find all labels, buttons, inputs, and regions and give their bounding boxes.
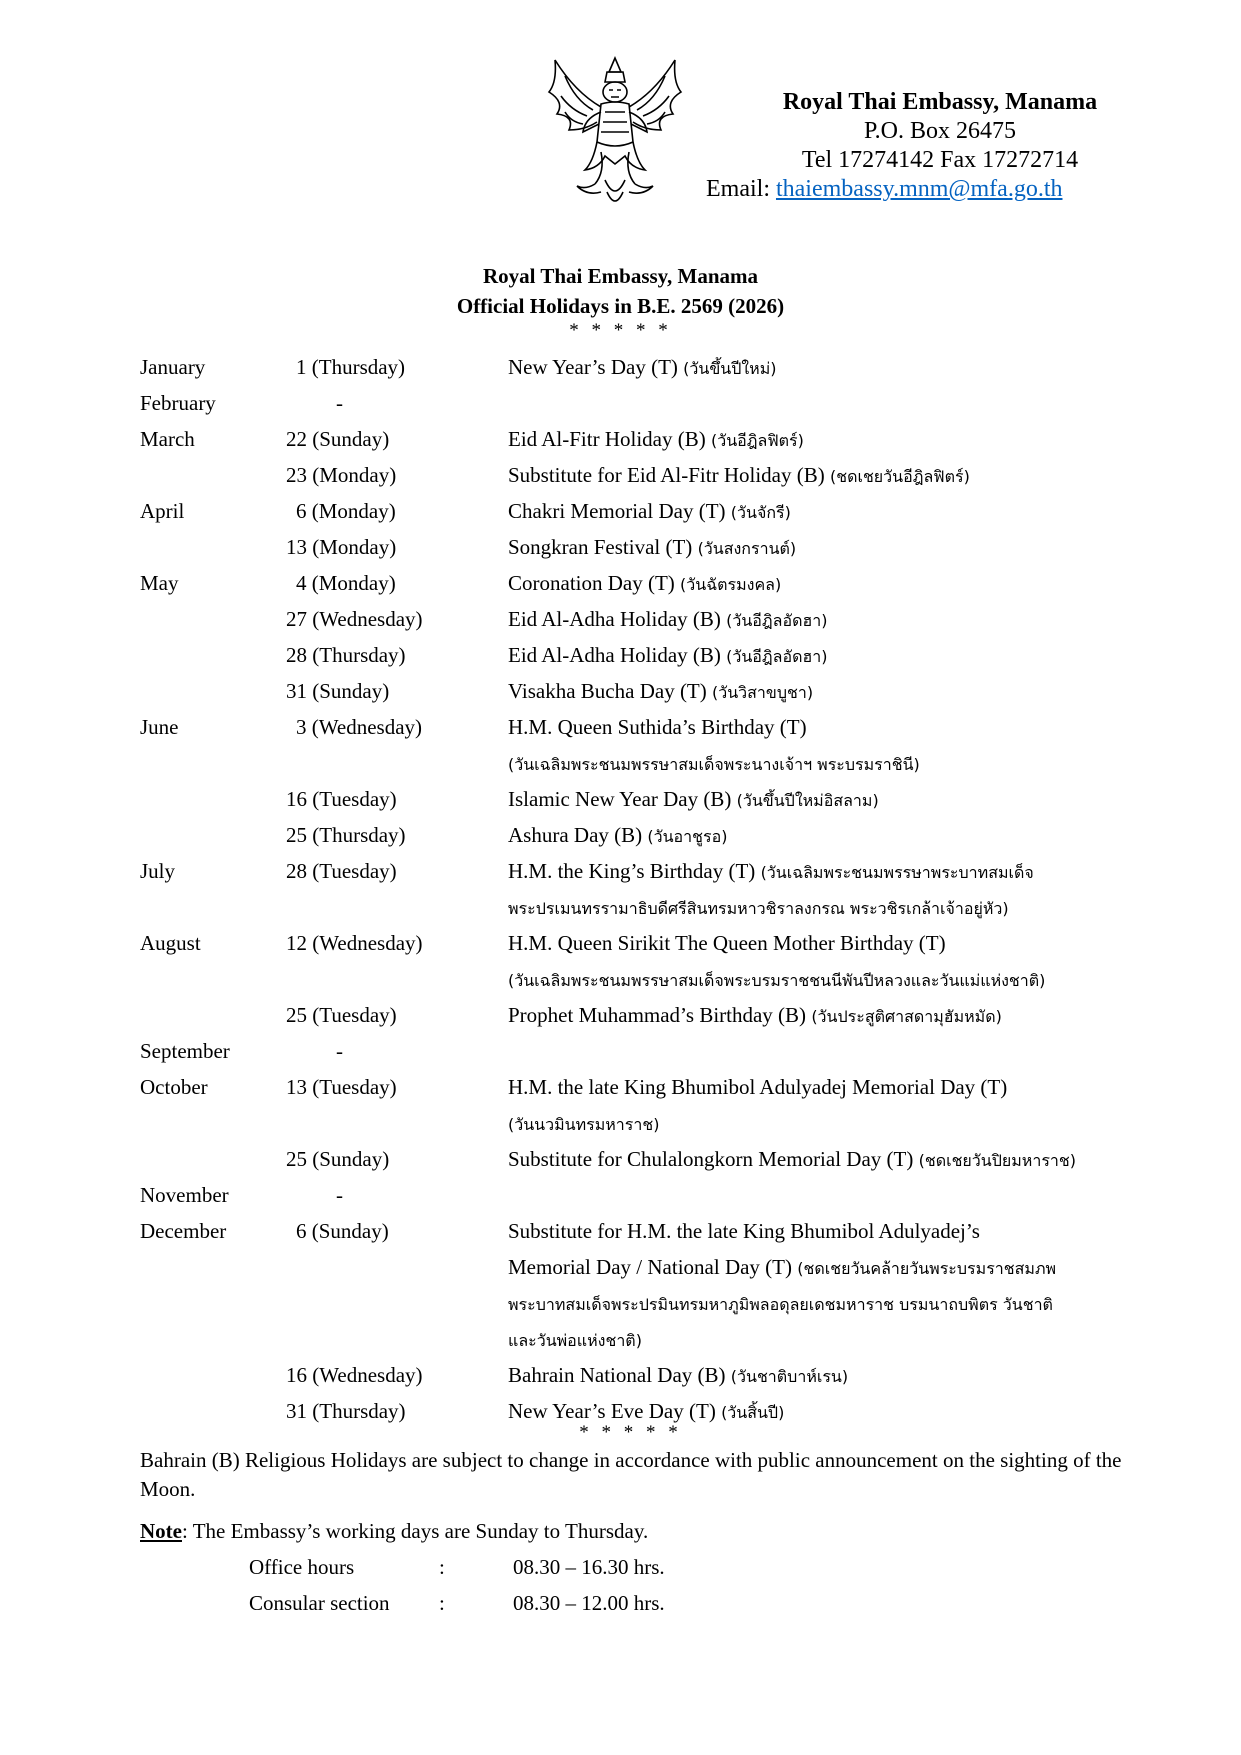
holiday-thai-name: (ชดเชยวันอีฎิลฟิตร์) [829,467,970,486]
holiday-name: Visakha Bucha Day (T) [508,679,707,703]
email-label: Email: [706,176,770,202]
holiday-description [508,1321,642,1359]
holiday-row [140,1249,1140,1285]
holiday-name: Islamic New Year Day (B) [508,787,732,811]
holiday-description [508,421,804,459]
holiday-month: March [140,427,195,451]
holiday-row [140,1177,1140,1213]
holiday-date: 6 (Monday) [296,499,396,523]
holiday-thai-name: (วันขึ้นปีใหม่อิสลาม) [736,791,879,810]
holiday-row [140,385,1140,421]
holiday-row [140,961,1140,997]
holiday-name: Prophet Muhammad’s Birthday (B) [508,1003,807,1027]
holiday-name: Eid Al-Adha Holiday (B) [508,607,721,631]
holiday-month: November [140,1183,229,1207]
holiday-row [140,529,1140,565]
title-line-1: Royal Thai Embassy, Manama [483,264,758,288]
holiday-date: 12 (Wednesday) [286,931,423,955]
holiday-row [140,1285,1140,1321]
holiday-month: July [140,859,176,883]
holiday-description [508,493,791,531]
holiday-thai-name: (วันเฉลิมพระชนมพรรษาสมเด็จพระนางเจ้าฯ พระบรมราชินี) [508,755,920,774]
holiday-description [508,1069,1007,1107]
holiday-thai-name: (ชดเชยวันคล้ายวันพระบรมราชสมภพ [797,1259,1057,1278]
holiday-list [140,349,1140,1429]
document-title [0,261,1241,321]
holiday-row [140,349,1140,385]
holiday-row [140,997,1140,1033]
holiday-description [508,817,727,855]
holiday-description [508,529,796,567]
holiday-date: - [336,1039,343,1063]
holiday-date: 27 (Wednesday) [286,607,423,631]
holiday-date: 13 (Tuesday) [286,1075,397,1099]
holiday-description [508,997,1002,1035]
office-hours-value: 08.30 – 16.30 hrs. [513,1555,665,1579]
holiday-description [508,601,827,639]
holiday-description [508,1357,848,1395]
holiday-thai-name: พระปรเมนทรรามาธิบดีศรีสินทรมหาวชิราลงกรณ พระวชิรเกล้าเจ้าอยู่หัว) [508,899,1009,918]
separator-bottom: * * * * * [579,1422,682,1443]
holiday-row [140,1141,1140,1177]
holiday-date: - [336,391,343,415]
holiday-description [508,925,946,963]
holiday-row [140,1069,1140,1105]
holiday-name: Substitute for Eid Al-Fitr Holiday (B) [508,463,825,487]
consular-colon: : [439,1591,445,1615]
holiday-thai-name: (วันฉัตรมงคล) [680,575,782,594]
email-line [706,175,1106,204]
holiday-description [508,1141,1076,1179]
holiday-name: Songkran Festival (T) [508,535,693,559]
holiday-date: 3 (Wednesday) [296,715,423,739]
holiday-row [140,853,1140,889]
holiday-row [140,673,1140,709]
holiday-date: 16 (Wednesday) [286,1363,423,1387]
holiday-date: 1 (Thursday) [296,355,406,379]
holiday-description [508,349,777,387]
embassy-name: Royal Thai Embassy, Manama [782,89,1098,115]
holiday-name: H.M. the late King Bhumibol Adulyadej Memorial Day (T) [508,1075,1008,1099]
holiday-date: 25 (Sunday) [286,1147,390,1171]
holiday-date: 13 (Monday) [286,535,397,559]
holiday-description [508,781,879,819]
holiday-thai-name: (วันนวมินทรมหาราช) [508,1115,660,1134]
holiday-description [508,1285,1053,1323]
holiday-description [508,889,1009,927]
holiday-month: May [140,571,179,595]
holiday-thai-name: (วันอีฎิลอัดฮา) [726,647,828,666]
holiday-thai-name: (วันอีฎิลอัดฮา) [726,611,828,630]
holiday-name: Substitute for H.M. the late King Bhumibol Adulyadej’s [508,1219,980,1243]
holiday-date: 22 (Sunday) [286,427,390,451]
holiday-date: 25 (Thursday) [286,823,406,847]
holiday-row [140,1357,1140,1393]
holiday-name: Bahrain National Day (B) [508,1363,726,1387]
holiday-month: April [140,499,185,523]
holiday-thai-name: พระบาทสมเด็จพระปรมินทรมหาภูมิพลอดุลยเดชมหาราช บรมนาถบพิตร วันชาติ [508,1295,1053,1314]
holiday-description [508,673,813,711]
holiday-name: H.M. Queen Sirikit The Queen Mother Birthday (T) [508,931,946,955]
holiday-thai-name: (วันอาชูรอ) [647,827,728,846]
holiday-month: August [140,931,201,955]
holiday-month: December [140,1219,227,1243]
garuda-emblem-icon [535,52,695,212]
holiday-date: 25 (Tuesday) [286,1003,397,1027]
holiday-name: H.M. the King’s Birthday (T) [508,859,756,883]
holiday-month: October [140,1075,208,1099]
holiday-date: 23 (Monday) [286,463,397,487]
holiday-thai-name: (วันจักรี) [730,503,791,522]
po-box: P.O. Box 26475 [863,118,1017,144]
holiday-date: 6 (Sunday) [296,1219,389,1243]
working-days-note [140,1513,648,1549]
holiday-description [508,709,807,747]
holiday-name: Eid Al-Fitr Holiday (B) [508,427,706,451]
holiday-thai-name: (วันเฉลิมพระชนมพรรษาพระบาทสมเด็จ [760,863,1034,882]
note-label: Note [140,1519,182,1543]
holiday-date: 31 (Thursday) [286,1399,406,1423]
holiday-date: 4 (Monday) [296,571,396,595]
holiday-name: Chakri Memorial Day (T) [508,499,726,523]
holiday-row [140,745,1140,781]
holiday-row [140,1033,1140,1069]
holiday-thai-name: (วันอีฎิลฟิตร์) [711,431,804,450]
holiday-name: New Year’s Eve Day (T) [508,1399,716,1423]
holiday-thai-name: (วันวิสาขบูชา) [712,683,814,702]
holiday-row [140,1105,1140,1141]
tel-fax: Tel 17274142 Fax 17272714 [801,147,1079,173]
holiday-date: 16 (Tuesday) [286,787,397,811]
holiday-row [140,817,1140,853]
holiday-name: Memorial Day / National Day (T) [508,1255,792,1279]
holiday-month: January [140,355,206,379]
holiday-name: Ashura Day (B) [508,823,643,847]
note-text: : The Embassy’s working days are Sunday to Thursday. [181,1519,649,1543]
holiday-thai-name: (วันเฉลิมพระชนมพรรษาสมเด็จพระบรมราชชนนีพันปีหลวงและวันแม่แห่งชาติ) [508,971,1046,990]
holiday-row [140,1213,1140,1249]
holiday-row [140,565,1140,601]
holiday-thai-name: (วันสิ้นปี) [721,1403,785,1422]
holiday-date: 31 (Sunday) [286,679,390,703]
holiday-description [508,1105,659,1143]
holiday-row [140,493,1140,529]
holiday-date: - [336,1183,343,1207]
holiday-row [140,637,1140,673]
office-hours-label: Office hours [249,1555,355,1579]
holiday-row [140,1321,1140,1357]
holiday-description [508,457,970,495]
holiday-thai-name: และวันพ่อแห่งชาติ) [508,1331,642,1350]
holiday-thai-name: (วันประสูติศาสดามุฮัมหมัด) [811,1007,1002,1026]
holiday-name: Eid Al-Adha Holiday (B) [508,643,721,667]
holiday-month: June [140,715,179,739]
holiday-description [508,745,920,783]
email-link[interactable]: thaiembassy.mnm@mfa.go.th [775,176,1063,202]
holiday-description [508,1249,1056,1287]
holiday-row [140,889,1140,925]
holiday-description [508,961,1045,999]
embassy-address-block [706,88,1140,204]
holiday-row [140,781,1140,817]
holiday-name: New Year’s Day (T) [508,355,678,379]
holiday-description [508,637,827,675]
consular-value: 08.30 – 12.00 hrs. [513,1591,665,1615]
office-hours-colon: : [439,1555,445,1579]
holiday-name: Substitute for Chulalongkorn Memorial Day (T) [508,1147,914,1171]
holiday-month: September [140,1039,230,1063]
holiday-date: 28 (Tuesday) [286,859,397,883]
holiday-row [140,601,1140,637]
holiday-description [508,853,1034,891]
holiday-row [140,421,1140,457]
title-line-2: Official Holidays in B.E. 2569 (2026) [456,294,785,318]
holiday-row [140,925,1140,961]
holiday-thai-name: (วันชาติบาห์เรน) [730,1367,849,1386]
religious-holiday-footnote: Bahrain (B) Religious Holidays are subject to change in accordance with public announcement on the sighting of the Moon. [140,1448,1122,1501]
separator-top: * * * * * [569,320,672,341]
holiday-thai-name: (วันขึ้นปีใหม่) [683,359,777,378]
holiday-name: H.M. Queen Suthida’s Birthday (T) [508,715,807,739]
holiday-month: February [140,391,216,415]
holiday-name: Coronation Day (T) [508,571,675,595]
holiday-row [140,457,1140,493]
holiday-description [508,1213,980,1251]
holiday-thai-name: (ชดเชยวันปิยมหาราช) [918,1151,1077,1170]
holiday-description [508,565,781,603]
consular-label: Consular section [249,1591,390,1615]
holiday-thai-name: (วันสงกรานต์) [697,539,797,558]
holiday-row [140,709,1140,745]
holiday-date: 28 (Thursday) [286,643,406,667]
